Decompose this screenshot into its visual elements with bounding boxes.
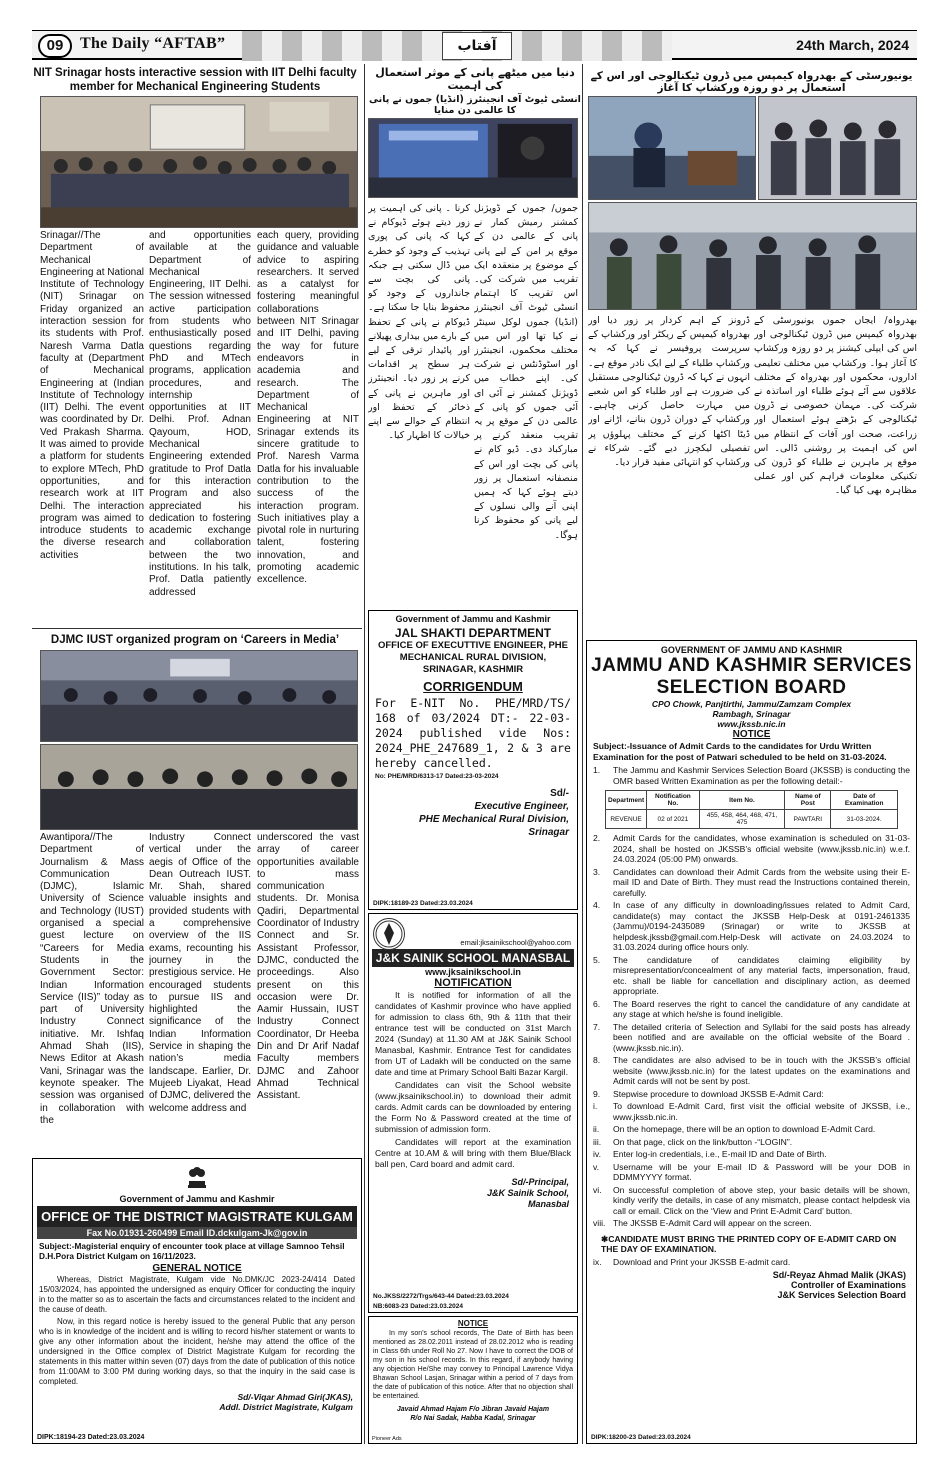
kulgam-dipk: DIPK:18194-23 Dated:23.03.2024 — [37, 1434, 145, 1441]
jal-body: For E-NIT No. PHE/MRD/TS/ 168 of 03/2024 DT:- 22-03-2024 published vide Nos: 2024_PHE_247689_1, 2 & 3 are hereby cancelled. — [375, 696, 571, 770]
urdu-right-photo-3 — [588, 202, 917, 310]
urdu-mid-col-a: جموں/ جموں کے ڈویژنل کمشنر رمیش کمار نے پانی کے عالمی دن کے موقع پر امن کے لیے پانی کے موضوع پر منعقدہ ایک تقریب میں شرکت کی۔ اس تقریب کا اہتمام انسٹی ٹیوٹ آف انجینئرز (انڈیا) جموں لوکل سینٹر نے کیا تھا اور اس میں مختلف محکموں، انجینئرز اور اسٹوڈنٹس نے شرکت کی۔ اپنے خطاب میں ڈویژنل کمشنر نے آئی ای آئی جموں کو پانی کے عالمی دن کے موقع پر یہ تقریب منعقد کرنے پر مبارکباد دی۔ ڈیو کام نے پانی کی بچت اور اس کے منصفانہ استعمال پر زور دیتے ہوئے کہا کہ ہمیں اپنی آنے والی نسلوں کے لیے پانی کو محفوظ کرنا ہوگا۔ — [474, 203, 578, 541]
sainik-name: J&K SAINIK SCHOOL MANASBAL — [372, 949, 574, 967]
jkssb-site: www.jkssb.nic.in — [717, 719, 786, 729]
dob-tag: Pioneer Ads — [372, 1436, 402, 1442]
kulgam-contact: Fax No.01931-260499 Email ID.dckulgam-Jk@gov.in — [37, 1227, 357, 1239]
notice-list-item — [593, 1162, 910, 1183]
list-item-text: Enter log-in credentials, i.e., E-mail ID and Date of Birth. — [613, 1149, 827, 1159]
table-cell: 02 of 2021 — [647, 810, 700, 829]
urdu-right-photo-2 — [758, 96, 917, 200]
nit-col-2: and opportunities available at the Department of Mechanical Engineering, IIT Delhi. The session witnessed active participation from students who enthusiastically posed questions regarding PhD and MTech programs, application procedures, and internship opportunities at IIT Delhi. Prof. Adnan Qayoum, HOD, Mechanical Engineering extended gratitude to Prof Datla for this interaction Program and also appreciated his dedication to fostering academic exchange and collaboration between the two institutions. In his talk, Prof. Datla patiently addressed — [149, 230, 251, 598]
kulgam-subject: Subject:-Magisterial enquiry of encounter took place at village Samnoo Tehsil D.H.Pora District Kulgam on 16/11/2023. — [39, 1241, 345, 1261]
urdu-right-col-a: بھدرواہ/ ایجاں جموں یونیورسٹی کے بھدرواہ کیمپس میں ڈرون ٹیکنالوجی اور اس کی ایپلی کیشنز پر دو روزہ ورکشاپ کا آغاز ہوا۔ ورکشاپ میں مختلف تعلیمی اداروں، محکموں اور بھدرواہ کے مختلف علاقوں سے آئے ہوئے طلباء اور اساتذہ نے شرکت کی۔ مہمان خصوصی نے ڈرون ٹیکنالوجی کے بڑھتے ہوئے استعمال اور زراعت، صحت اور آفات کے انتظام میں اس کی اہمیت پر روشنی ڈالی۔ اس موقع پر ماہرین نے طلباء کو ڈرون کی تکنیکی معلومات فراہم کیں اور عملی مظاہرہ بھی کیا گیا۔ — [754, 315, 917, 497]
issue-date: 24th March, 2024 — [796, 37, 909, 53]
jkssb-item-ix-n: ix. — [593, 1256, 602, 1267]
list-item-number: vi. — [593, 1184, 602, 1195]
page-number: 09 — [38, 34, 72, 58]
kulgam-p2: Now, in this regard notice is hereby issued to the general Public that any person who is in knowledge of the incident and is willing to record his/her statement or wants to give any other information about the incident, he/she may attend the office of the undersigned in the Office complex of District Magistrate Kulgam for recording the statements in this matter within seven (07) days from the date of publication of this notice from 11:00AM to 3:00 PM during working days, so that the inquiry in the said case is completed. — [39, 1317, 355, 1386]
ad-district-magistrate-kulgam — [32, 1158, 362, 1444]
nit-headline: NIT Srinagar hosts interactive session with IIT Delhi faculty member for Mechanical Engineering Students — [33, 67, 357, 93]
nit-col-1: Srinagar//The Department of Mechanical Engineering at National Institute of Technology (NIT) Srinagar on Friday organized an interaction session for its students with Prof. Naresh Varma Datla faculty at (Department of Mechanical Engineering at (Indian Institute of Technology (IIT) Delhi. The event was coordinated by Dr. Ved Prakash Sharma. It was aimed to provide a platform for students to explore MTech, PhD opportunities, and research work at IIT Delhi. The interaction program was aimed to introduce students to the diverse research activities — [40, 230, 144, 561]
list-item-number: iv. — [593, 1149, 601, 1159]
urdu-right-headline: یونیورسٹی کے بھدرواہ کیمپس میں ڈرون ٹیکنالوجی اور اس کے استعمال پر دو روزہ ورکشاپ کا آغاز — [590, 70, 913, 94]
classroom-image — [41, 97, 357, 227]
group-photo-image — [41, 745, 357, 829]
djmc-col-3: underscored the vast array of career opportunities available to mass communication students. Dr. Monisa Qadiri, Departmental Coordinator of Industry Connect and Sr. Assistant Professor, DJMC, conducted the proceedings. Also present on this occasion were Dr. Aamir Hussain, IUST Industry Connect Coordinator, Dr Heeba Din and Dr Arif Nadaf Faculty members DJMC and Zahoor Ahmad Technical Assistant. — [257, 832, 359, 1102]
sainik-school-emblem-icon — [373, 918, 405, 950]
list-item-text: Admit Cards for the candidates, whose examination is scheduled on 31-03-2024, shall be hosted on JKSSB’s official website (www.jkssb.nic.in) w.e.f. 24.03.2024 (05:00 PM) onwards. — [613, 833, 910, 864]
list-item-text: On successful completion of above step, your basic details will be shown, kindly verify the details, in case of any mismatch, please contact helpdesk via call or email. Click on the ‘View and Print E-Admit Card’ button. — [613, 1184, 910, 1216]
urdu-mid-photo — [368, 118, 578, 198]
djmc-col-2: Industry Connect vertical under the aegis of Office of the Dean Outreach IUST. Mr. Shah, shared valuable insights and provided students with a comprehensive overview of the IIS exams, recounting his journey in the prestigious service. He encouraged students to pursue IIS and highlighted the significance of the Indian Information Service in shaping the nation’s media landscape. Earlier, Dr. Mujeeb Liyakat, Head of DJMC, delivered the welcome address and — [149, 832, 251, 1114]
notice-list-item — [593, 900, 910, 953]
jal-gov: Government of Jammu and Kashmir — [395, 614, 551, 624]
nit-col-3: each query, providing guidance and valuable advice to aspiring researchers. It served as a catalyst for fostering meaningful collaborations between NIT Srinagar and IIT Delhi, paving the way for future endeavors in academia and research. The Department of Mechanical Engineering at NIT Srinagar extends its sincere gratitude to Prof. Naresh Varma Datla for his invaluable contribution to the success of the interaction program. Such initiatives play a pivotal role in nurturing talent, fostering innovation, and promoting academic excellence. — [257, 230, 359, 586]
urdu-right-col-b: ڈرونز کے اہم کردار پر زور دیا اور بھدرواہ کیمپس کے ریکٹر اور ورکشاپ کے سرپرست پروفیسر نے کہا کہ یہ ورکشاپ طلباء کے لیے ایک نادر موقع ہے۔ انہوں نے کہا کہ ڈرون ٹیکنالوجی مستقبل کی ضرورت ہے اور طلباء کو اس شعبے میں مہارت حاصل کرنی چاہیے۔ ورکشاپ کے دوران ڈرون بنانے، اڑانے اور ڈیٹا اکٹھا کرنے کے مختلف پہلوؤں پر تفصیلی لیکچرز دیے گئے۔ شرکاء نے ورکشاپ کو انتہائی مفید قرار دیا۔ — [588, 315, 750, 469]
notice-list-item — [593, 1149, 910, 1160]
sainik-sd2: J&K Sainik School, — [486, 1188, 569, 1198]
sainik-ref2: NB:6083-23 Dated:23.03.2024 — [373, 1303, 463, 1310]
notice-list-item — [593, 999, 910, 1020]
ad-sainik-school — [368, 913, 578, 1313]
list-item-number: v. — [593, 1161, 600, 1172]
list-item-text: The detailed criteria of Selection and Syllabi for the said posts has already been notified and are available on the official website of the Board . (www.jkssb.nic.in). — [613, 1021, 910, 1053]
jkssb-sd2: Controller of Examinations — [790, 1280, 906, 1290]
jkssb-item1-text: The Jammu and Kashmir Services Selection Board (JKSSB) is conducting the OMR based Written Examination as per the following detail:- — [613, 765, 910, 786]
jkssb-title1: JAMMU AND KASHMIR SERVICES — [591, 655, 912, 676]
list-item-text: To download E-Admit Card, first visit the official website of JKSSB, i.e., www.jkssb.nic.in. — [613, 1101, 910, 1122]
jkssb-table-wrap — [587, 788, 916, 831]
list-item-number: 7. — [593, 1021, 601, 1032]
kulgam-title: GENERAL NOTICE — [152, 1263, 242, 1274]
exam-detail-table — [605, 790, 898, 829]
jkssb-notice: NOTICE — [732, 729, 771, 740]
dob-sig: Javaid Ahmad Hajam F/o Jibran Javaid Hajam — [396, 1406, 550, 1413]
table-header-cell: Item No. — [699, 791, 785, 810]
jkssb-dipk: DIPK:18200-23 Dated:23.03.2024 — [591, 1434, 691, 1441]
dob-body: In my son’s school records, The Date of Birth has been mentioned as 28.02.2011 instead of 28.02.2012 who is reading in Class 6th under Roll No 27. Now I have to correct the DOB of my son in his school records. In this regard, if anybody having any objection He/She may convey to Principal Lawrence Vidya Bhawan School Lasjan, Srinagar within a period of 7 days from the date of publication of this notice. After that no objection shall be entertained. — [373, 1330, 573, 1400]
sainik-site: www.jksainikschool.in — [425, 967, 521, 977]
world-water-day-image — [369, 119, 577, 197]
jal-office: OFFICE OF EXECUTTIVE ENGINEER, PHE MECHANICAL RURAL DIVISION, SRINAGAR, KASHMIR — [377, 640, 569, 675]
table-header-cell: Department — [606, 791, 647, 810]
list-item-number: iii. — [593, 1136, 602, 1147]
urdu-mid-headline: دنیا میں میٹھے پانی کے موثر استعمال کی اہمیت — [375, 66, 575, 92]
notice-list-item — [593, 1124, 910, 1135]
emblem-icon — [33, 1163, 361, 1194]
jal-dept: JAL SHAKTI DEPARTMENT — [394, 626, 552, 640]
masthead — [32, 30, 917, 60]
notice-list-item — [593, 1101, 910, 1122]
ad-jal-shakti — [368, 610, 578, 910]
jkssb-subject: Subject:-Issuance of Admit Cards to the candidates for Urdu Written Examination for the post of Patwari scheduled to be held on 31-03-2024. — [593, 741, 887, 762]
table-header-cell: Notification No. — [647, 791, 700, 810]
table-header-cell: Name of Post — [785, 791, 831, 810]
kulgam-p1: Whereas, District Magistrate, Kulgam vide No.DMK/JC 2023-24/414 Dated 15/03/2024, has appointed the undersigned as enquiry Officer for conducting the inquiry in to the matter so as to ascertain the facts and circumstances related to the incident and the cause of death. — [39, 1275, 355, 1314]
list-item-number: 4. — [593, 900, 601, 910]
urdu-right-photo-1 — [588, 96, 756, 200]
notice-list-item — [593, 1185, 910, 1217]
jkssb-items-list — [587, 831, 916, 1233]
ad-dob-notice — [368, 1316, 578, 1444]
table-cell: 455, 458, 464, 468, 471, 475 — [699, 810, 785, 829]
notice-list-item — [593, 867, 910, 899]
list-item-number: viii. — [593, 1218, 606, 1228]
sainik-sd3: Manasbal — [527, 1199, 569, 1209]
paper-logo: آفتاب — [442, 32, 512, 60]
kulgam-office: OFFICE OF THE DISTRICT MAGISTRATE KULGAM — [37, 1206, 357, 1227]
jkssb-item-ix — [587, 1256, 916, 1269]
list-item-text: On the homepage, there will be an option to download E-Admit Card. — [613, 1124, 876, 1134]
list-item-number: 2. — [593, 833, 601, 843]
sainik-p2: Candidates can visit the School website (www.jksainikschool.in) to download their admit cards. Admit cards can be downloaded by entering the Form No & Password created at the time of submission of admission form. — [375, 1080, 571, 1134]
sainik-title: NOTIFICATION — [434, 977, 512, 989]
notice-list-item — [593, 1137, 910, 1148]
jal-title: CORRIGENDUM — [423, 679, 523, 694]
list-item-number: 3. — [593, 866, 601, 877]
jal-sd: Sd/- — [550, 788, 569, 799]
list-item-number: i. — [593, 1101, 598, 1111]
table-cell: 31-03-2024. — [831, 810, 898, 829]
list-item-number: 9. — [593, 1088, 601, 1099]
jkssb-sd: Sd/-Reyaz Ahmad Malik (JKAS) — [772, 1270, 906, 1280]
notice-list-item — [593, 1218, 910, 1229]
jkssb-gov: GOVERNMENT OF JAMMU AND KASHMIR — [660, 645, 843, 655]
lamp-lighting-image — [589, 203, 916, 309]
list-item-number: 6. — [593, 998, 601, 1009]
djmc-photo-2 — [40, 744, 358, 830]
jal-signatory: Executive Engineer, — [474, 801, 569, 812]
workshop-speaker-image — [589, 97, 755, 199]
jal-signatory3: Srinagar — [528, 827, 569, 838]
jkssb-item-ix-text: Download and Print your JKSSB E-admit card. — [613, 1256, 791, 1267]
jal-signatory2: PHE Mechanical Rural Division, — [418, 814, 569, 825]
list-item-number: 5. — [593, 954, 601, 965]
jal-dipk: DIPK:18189-23 Dated:23.03.2024 — [373, 900, 473, 907]
dignitaries-image — [759, 97, 916, 199]
paper-name: The Daily “AFTAB” — [80, 35, 226, 52]
newspaper-page — [32, 30, 917, 1448]
urdu-mid-col-b: کرنا ۔ پانی کی اہمیت پر زور دیتے ہوئے ڈیوکام نے کہا کہ پانی کی پوری تہذیب کے وجود کو خطرے میں ڈال سکتی ہے جبکہ پانی کی بچت سے جانداروں کے وجود کو محفوظ بنایا جا سکتا ہے۔ ڈیوکام نے پانی کے تحفظ کے بارے میں بیداری پھیلانے اور پائیدار ترقی کے لیے ہر سطح پر اقدامات کرنے پر زور دیا۔ انجینئرز اور ماہرین نے پانی کے ذخائر کے تحفظ اور انتظام کے حوالے سے اپنے خیالات کا اظہار کیا۔ — [368, 203, 470, 442]
sainik-sd: Sd/-Principal, — [511, 1177, 569, 1187]
kulgam-sd: Sd/-Viqar Ahmad Giri(JKAS), — [237, 1392, 353, 1402]
djmc-photo-1 — [40, 650, 358, 742]
sainik-p1: It is notified for information of all the candidates of Kashmir province who have applied for admission to class 6th, 9th & 11th that their entrance test will be conducted on 31st March 2024 (Sunday) at 11.30 AM at J&K Sainik School Manasbal, Kashmir. Entrance Test for candidates from UT of Ladakh will be conducted on the same date and time at Primary School Balti Bazar Kargil. — [375, 990, 571, 1077]
list-item-text: Candidates can download their Admit Cards from the website using their E-mail ID and Date of Birth. They must read the Instructions contained therein, carefully. — [613, 866, 910, 898]
list-item-text: The JKSSB E-Admit Card will appear on the screen. — [613, 1218, 812, 1228]
list-item-text: Stepwise procedure to download JKSSB E-Admit Card: — [613, 1088, 824, 1099]
dob-sig2: R/o Nai Sadak, Habba Kadal, Srinagar — [410, 1415, 536, 1422]
notice-list-item — [593, 1089, 910, 1100]
list-item-text: The Board reserves the right to cancel the candidature of any candidate at any stage at which he/she is found ineligible. — [613, 998, 910, 1019]
kulgam-sd2: Addl. District Magistrate, Kulgam — [219, 1402, 353, 1412]
jkssb-addr2: Rambagh, Srinagar — [712, 709, 791, 719]
urdu-mid-subhead: انسٹی ٹیوٹ آف انجینئرز (انڈیا) جموں نے پانی کا عالمی دن منایا — [369, 94, 581, 116]
notice-list-item — [593, 1022, 910, 1054]
table-cell: PAWTARI — [785, 810, 831, 829]
kulgam-gov: Government of Jammu and Kashmir — [119, 1194, 275, 1204]
ad-jkssb — [586, 640, 917, 1444]
list-item-text: On that page, click on the link/button -“LOGIN”. — [613, 1136, 793, 1147]
table-header-cell: Date of Examination — [831, 791, 898, 810]
nit-photo — [40, 96, 358, 228]
list-item-number: ii. — [593, 1124, 600, 1134]
jkssb-item1: 1. The Jammu and Kashmir Services Selection Board (JKSSB) is conducting the OMR based Written Examination as per the following detail:- — [593, 765, 910, 786]
notice-list-item — [593, 1055, 910, 1087]
sainik-p3: Candidates will report at the examination Centre at 10.AM & will bring with them Blue/Black ball pen, Card board and admit card. — [375, 1137, 571, 1169]
list-item-text: Username will be your E-mail ID & Password will be your DOB in DDMMYYYY format. — [613, 1161, 910, 1182]
djmc-col-1: Awantipora//The Department of Journalism & Mass Communication (DJMC), Islamic University of Science and Technology (IUST) organised a special guest lecture on “Careers for Media Students in the Government Sector: Indian Information Service (IIS)” today as part of University Industry Connect initiative. Mr. Ishfaq Ahmad Shah (IIS), News Editor at Akash Vani, Srinagar was the keynote speaker. The session was organised in collaboration with the — [40, 832, 144, 1126]
jkssb-sd3: J&K Services Selection Board — [777, 1290, 906, 1300]
jkssb-title2: SELECTION BOARD — [656, 677, 847, 698]
jkssb-candidate-note: ✱CANDIDATE MUST BRING THE PRINTED COPY OF E-ADMIT CARD ON THE DAY OF EXAMINATION. — [601, 1233, 897, 1254]
notice-list-item — [593, 833, 910, 865]
dob-title: NOTICE — [457, 1319, 489, 1328]
djmc-headline: DJMC IUST organized program on ‘Careers in Media’ — [50, 634, 340, 646]
list-item-text: In case of any difficulty in downloading/issues related to Admit Card, candidate(s) may contact the JKSSB Help-Desk at 0191-2461335 (Jammu)/0194-2435089 (Srinagar) or write to JKSSB at helpdesk.jkssb@gmail.com.Help-Desk will activate on 24.03.2024 to 31.03.2024 during office hours only. — [613, 900, 910, 952]
jkssb-addr1: CPO Chowk, Panjtirthi, Jammu/Zamzam Complex — [651, 699, 852, 709]
list-item-text: The candidates are also advised to be in touch with the JKSSB’s official website (www.jkssb.nic.in) for the latest updates on the examinations and Admit cards will not be sent by post. — [613, 1055, 910, 1086]
table-cell: REVENUE — [606, 810, 647, 829]
seminar-hall-image — [41, 651, 357, 741]
sainik-ref1: No.JKSS/2272/Trgs/643-44 Dated:23.03.2024 — [373, 1293, 509, 1300]
notice-list-item — [593, 955, 910, 997]
list-item-text: The candidature of candidates claiming eligibility by misrepresentation/concealment of any material facts, impersonation, fraud, etc. shall be liable for cancellation and disciplinary action, as deemed appropriate. — [613, 954, 910, 996]
jal-ref: No: PHE/MRD/6313-17 Dated:23-03-2024 — [375, 773, 499, 780]
list-item-number: 8. — [593, 1055, 601, 1065]
sainik-email: email:jksainikschool@yahoo.com — [460, 938, 571, 947]
